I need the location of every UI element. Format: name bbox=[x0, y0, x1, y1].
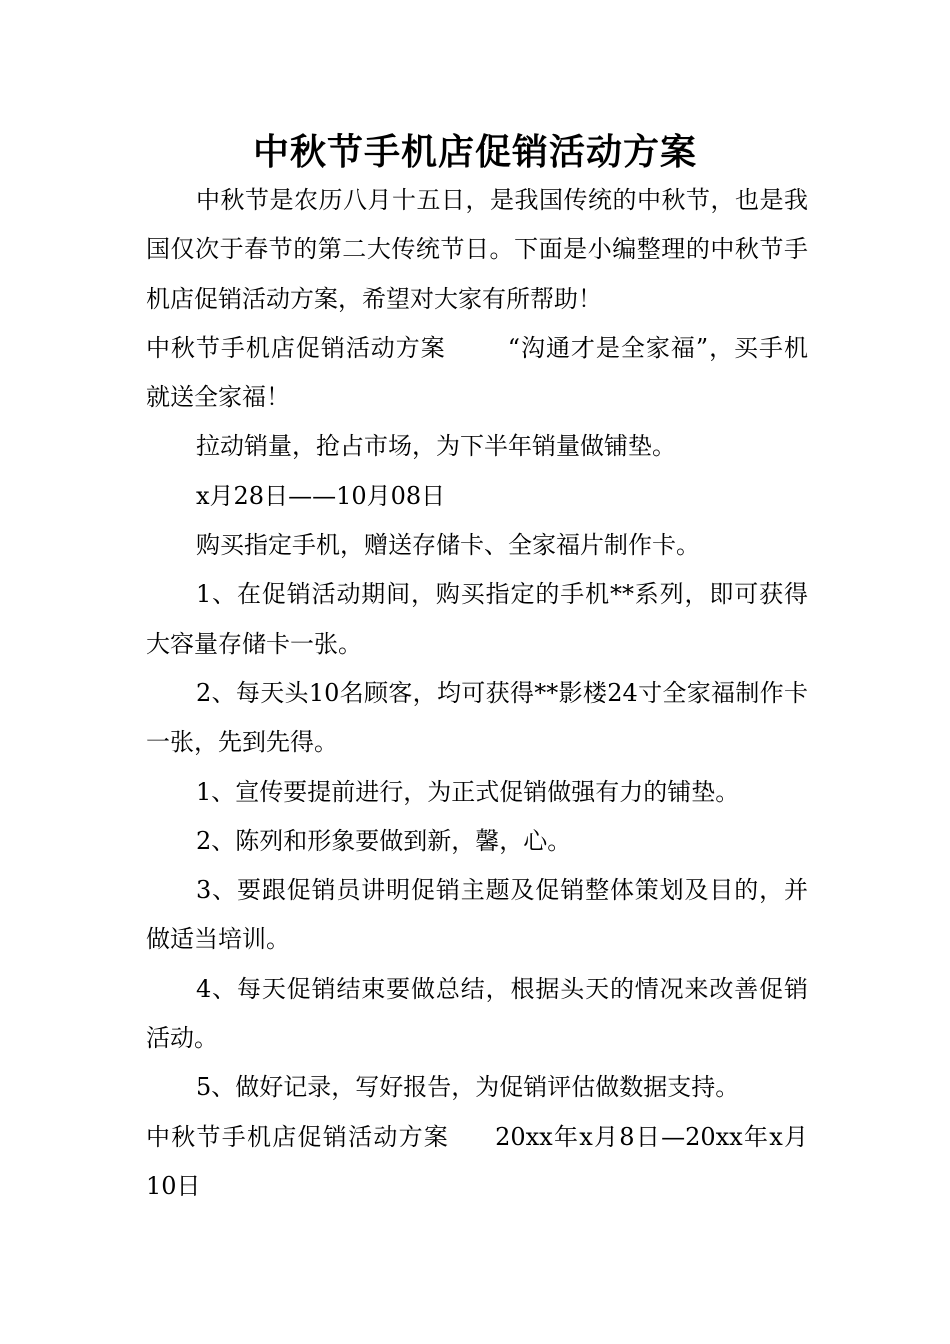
date-range-text: 20xx年x月8日—20xx年x月10日 bbox=[146, 1122, 808, 1200]
slogan-text: “沟通才是全家福”，买手机就送全家福！ bbox=[146, 333, 808, 412]
rule-2-paragraph: 2、每天头10名顾客，均可获得**影楼24寸全家福制作卡一张，先到先得。 bbox=[146, 678, 808, 757]
offer-paragraph: 购买指定手机，赠送存储卡、全家福片制作卡。 bbox=[196, 531, 700, 560]
purpose-paragraph: 拉动销量，抢占市场，为下半年销量做铺垫。 bbox=[196, 432, 676, 461]
note-4-paragraph: 4、每天促销结束要做总结，根据头天的情况来改善促销活动。 bbox=[146, 974, 808, 1053]
section-heading: 中秋节手机店促销活动方案 bbox=[146, 1122, 450, 1151]
note-1-paragraph: 1、宣传要提前进行，为正式促销做强有力的铺垫。 bbox=[196, 777, 740, 806]
section-heading: 中秋节手机店促销活动方案 bbox=[146, 333, 446, 362]
date-range-paragraph bbox=[146, 1113, 808, 1212]
intro-paragraph: 中秋节是农历八月十五日，是我国传统的中秋节，也是我国仅次于春节的第二大传统节日。下面是小编整理的中秋节手机店促销活动方案，希望对大家有所帮助！ bbox=[146, 186, 808, 313]
document-body bbox=[146, 176, 808, 1211]
note-3-paragraph: 3、要跟促销员讲明促销主题及促销整体策划及目的，并做适当培训。 bbox=[146, 876, 808, 954]
period-paragraph: x月28日——10月08日 bbox=[196, 481, 446, 510]
rule-1-paragraph: 1、在促销活动期间，购买指定的手机**系列，即可获得大容量存储卡一张。 bbox=[146, 580, 808, 658]
document-title: 中秋节手机店促销活动方案 bbox=[252, 131, 697, 173]
slogan-paragraph bbox=[146, 324, 808, 423]
note-5-paragraph: 5、做好记录，写好报告，为促销评估做数据支持。 bbox=[196, 1073, 740, 1102]
note-2-paragraph: 2、陈列和形象要做到新，馨，心。 bbox=[196, 826, 572, 855]
